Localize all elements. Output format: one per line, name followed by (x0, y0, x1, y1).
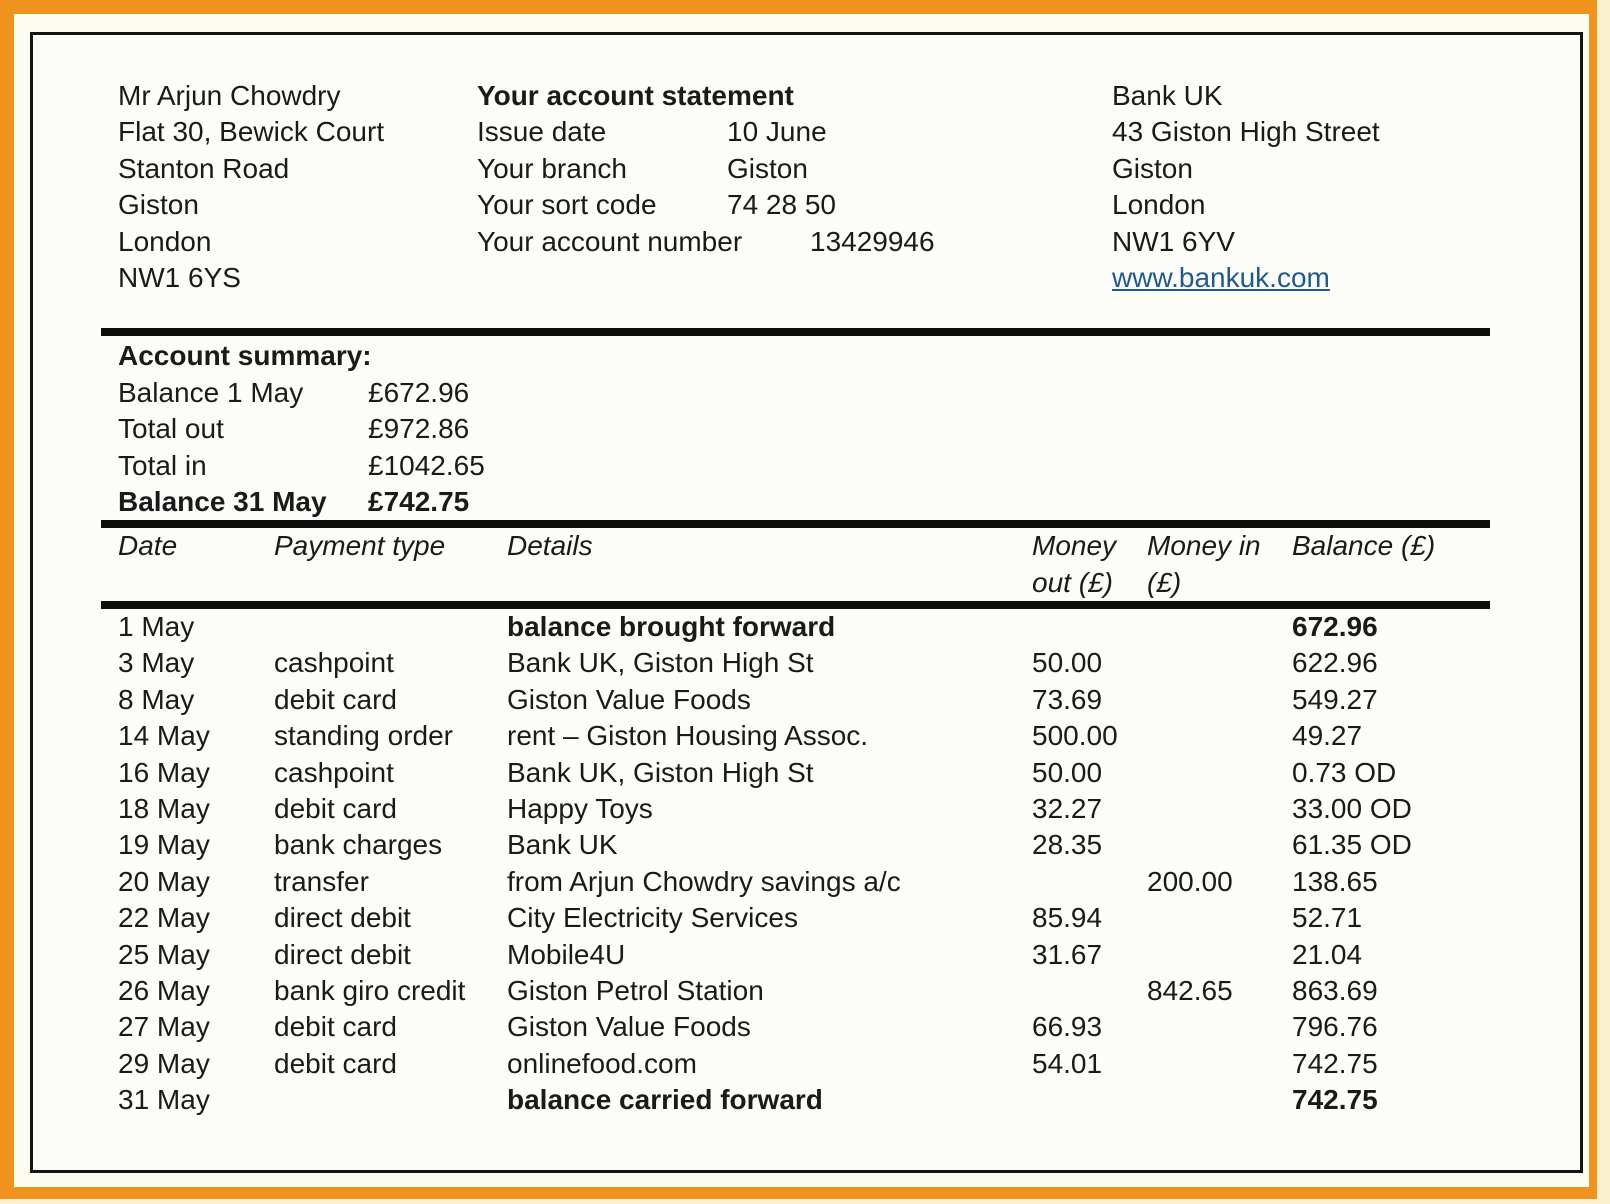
money-in-cell (1147, 1046, 1292, 1082)
bank-website-link[interactable]: www.bankuk.com (1112, 261, 1330, 293)
payment-type-cell: direct debit (274, 902, 411, 934)
date-cell: 31 May (118, 1084, 210, 1116)
table-row (118, 1009, 1490, 1045)
payment-type-cell (274, 1082, 507, 1118)
column-header-balance: Balance (£) (1292, 530, 1436, 562)
details-cell: Giston Petrol Station (507, 974, 764, 1006)
payment-type-cell: standing order (274, 720, 454, 752)
account-summary (118, 338, 1490, 520)
date-cell: 14 May (118, 720, 210, 752)
money-in-cell (1147, 900, 1292, 936)
details-cell: from Arjun Chowdry savings a/c (507, 865, 901, 897)
recipient-address (118, 78, 477, 296)
statement-page (30, 32, 1583, 1173)
summary-row-opening-balance (118, 375, 1490, 411)
money-in-cell (1147, 827, 1292, 863)
money-in-cell (1147, 1082, 1292, 1118)
date-cell: 3 May (118, 647, 195, 679)
payment-type-cell: direct debit (274, 938, 411, 970)
details-cell: Bank UK, Giston High St (507, 756, 814, 788)
statement-meta (477, 78, 1112, 296)
summary-row-total-in (118, 448, 1490, 484)
balance-cell: 0.73 OD (1292, 756, 1397, 788)
money-out-cell: 73.69 (1032, 683, 1103, 715)
column-header-payment-type: Payment type (274, 530, 446, 562)
payment-type-cell: cashpoint (274, 756, 394, 788)
summary-value: £742.75 (368, 485, 470, 517)
money-out-cell: 66.93 (1032, 1011, 1103, 1043)
table-row (118, 609, 1490, 645)
money-in-cell (1147, 645, 1292, 681)
payment-type-cell: debit card (274, 683, 397, 715)
payment-type-cell (274, 609, 507, 645)
summary-label: Balance 31 May (118, 485, 327, 517)
details-cell: Bank UK, Giston High St (507, 647, 814, 679)
details-cell: onlinefood.com (507, 1047, 697, 1079)
balance-cell: 49.27 (1292, 720, 1363, 752)
column-header-date: Date (118, 530, 178, 562)
statement-header (118, 78, 1490, 296)
money-out-cell (1032, 864, 1147, 900)
account-summary-heading: Account summary: (118, 340, 372, 372)
balance-cell: 33.00 OD (1292, 793, 1412, 825)
bank-address-line: 43 Giston High Street (1112, 116, 1380, 148)
bank-address-line: Giston (1112, 152, 1193, 184)
date-cell: 22 May (118, 902, 210, 934)
details-cell: balance carried forward (507, 1084, 823, 1116)
table-row (118, 755, 1490, 791)
balance-cell: 622.96 (1292, 647, 1378, 679)
summary-label: Total out (118, 413, 224, 445)
table-row (118, 718, 1490, 754)
date-cell: 29 May (118, 1047, 210, 1079)
bank-postcode: NW1 6YV (1112, 225, 1235, 257)
table-row (118, 827, 1490, 863)
divider-top (101, 328, 1490, 336)
balance-cell: 52.71 (1292, 902, 1363, 934)
money-out-cell (1032, 1082, 1147, 1118)
details-cell: City Electricity Services (507, 902, 798, 934)
date-cell: 19 May (118, 829, 210, 861)
sort-code-label: Your sort code (477, 189, 657, 221)
table-row (118, 864, 1490, 900)
table-header (118, 528, 1490, 601)
account-number-value: 13429946 (810, 225, 935, 257)
money-in-cell (1147, 791, 1292, 827)
payment-type-cell: debit card (274, 1011, 397, 1043)
date-cell: 26 May (118, 974, 210, 1006)
account-number-row (477, 224, 1112, 260)
recipient-postcode: NW1 6YS (118, 261, 241, 293)
details-cell: Bank UK (507, 829, 618, 861)
payment-type-cell: transfer (274, 865, 369, 897)
money-out-cell: 85.94 (1032, 902, 1103, 934)
date-cell: 8 May (118, 683, 195, 715)
summary-row-closing-balance (118, 484, 1490, 520)
summary-label: Balance 1 May (118, 376, 304, 408)
money-out-cell (1032, 973, 1147, 1009)
table-row (118, 1082, 1490, 1118)
money-out-cell: 28.35 (1032, 829, 1103, 861)
recipient-name: Mr Arjun Chowdry (118, 80, 341, 111)
money-in-cell (1147, 718, 1292, 754)
payment-type-cell: debit card (274, 793, 397, 825)
balance-cell: 672.96 (1292, 611, 1378, 643)
money-out-cell: 32.27 (1032, 793, 1103, 825)
details-cell: Giston Value Foods (507, 1011, 751, 1043)
money-in-cell (1147, 682, 1292, 718)
summary-label: Total in (118, 449, 207, 481)
payment-type-cell: debit card (274, 1047, 397, 1079)
recipient-address-line: Flat 30, Bewick Court (118, 116, 385, 148)
balance-cell: 61.35 OD (1292, 829, 1412, 861)
money-in-cell: 200.00 (1147, 865, 1233, 897)
page-mat (14, 14, 1589, 1187)
column-header-details: Details (507, 530, 593, 562)
branch-value: Giston (727, 152, 808, 184)
balance-cell: 742.75 (1292, 1084, 1378, 1116)
balance-cell: 742.75 (1292, 1047, 1378, 1079)
divider-header-bottom (101, 601, 1490, 609)
branch-label: Your branch (477, 152, 627, 184)
date-cell: 1 May (118, 611, 195, 643)
issue-date-row (477, 114, 1112, 150)
recipient-address-line: London (118, 225, 212, 257)
date-cell: 18 May (118, 793, 210, 825)
recipient-address-line: Giston (118, 189, 199, 221)
money-in-cell (1147, 1009, 1292, 1045)
table-row (118, 791, 1490, 827)
money-in-cell: 842.65 (1147, 974, 1233, 1006)
payment-type-cell: cashpoint (274, 647, 394, 679)
money-out-cell: 31.67 (1032, 938, 1103, 970)
payment-type-cell: bank charges (274, 829, 443, 861)
money-out-cell (1032, 609, 1147, 645)
balance-cell: 863.69 (1292, 974, 1378, 1006)
transactions-body (118, 609, 1490, 1118)
account-number-label: Your account number (477, 225, 743, 257)
table-row (118, 973, 1490, 1009)
table-row (118, 937, 1490, 973)
table-row (118, 645, 1490, 681)
statement-title: Your account statement (477, 80, 794, 111)
summary-value: £972.86 (368, 413, 470, 445)
money-out-cell: 50.00 (1032, 647, 1103, 679)
balance-cell: 21.04 (1292, 938, 1363, 970)
bank-address-line: London (1112, 189, 1206, 221)
details-cell: rent – Giston Housing Assoc. (507, 720, 869, 752)
money-in-cell (1147, 755, 1292, 791)
date-cell: 16 May (118, 756, 210, 788)
balance-cell: 138.65 (1292, 865, 1378, 897)
sort-code-row (477, 187, 1112, 223)
table-row (118, 900, 1490, 936)
table-row (118, 682, 1490, 718)
date-cell: 27 May (118, 1011, 210, 1043)
payment-type-cell: bank giro credit (274, 974, 466, 1006)
money-in-cell (1147, 937, 1292, 973)
summary-value: £1042.65 (368, 449, 485, 481)
summary-value: £672.96 (368, 376, 470, 408)
sort-code-value: 74 28 50 (727, 189, 836, 221)
money-in-cell (1147, 609, 1292, 645)
money-out-cell: 54.01 (1032, 1047, 1103, 1079)
money-out-cell: 500.00 (1032, 720, 1118, 752)
details-cell: Happy Toys (507, 793, 653, 825)
date-cell: 20 May (118, 865, 210, 897)
issue-date-value: 10 June (727, 116, 827, 148)
details-cell: Giston Value Foods (507, 683, 751, 715)
details-cell: Mobile4U (507, 938, 626, 970)
bank-address (1112, 78, 1490, 296)
date-cell: 25 May (118, 938, 210, 970)
table-row (118, 1046, 1490, 1082)
balance-cell: 796.76 (1292, 1011, 1378, 1043)
column-header-money-out: Money out (£) (1032, 530, 1117, 598)
bank-name: Bank UK (1112, 80, 1223, 111)
summary-row-total-out (118, 411, 1490, 447)
divider-summary-bottom (101, 520, 1490, 528)
issue-date-label: Issue date (477, 116, 607, 148)
column-header-money-in: Money in (£) (1147, 530, 1261, 598)
branch-row (477, 151, 1112, 187)
money-out-cell: 50.00 (1032, 756, 1103, 788)
details-cell: balance brought forward (507, 611, 836, 643)
balance-cell: 549.27 (1292, 683, 1378, 715)
recipient-address-line: Stanton Road (118, 152, 290, 184)
